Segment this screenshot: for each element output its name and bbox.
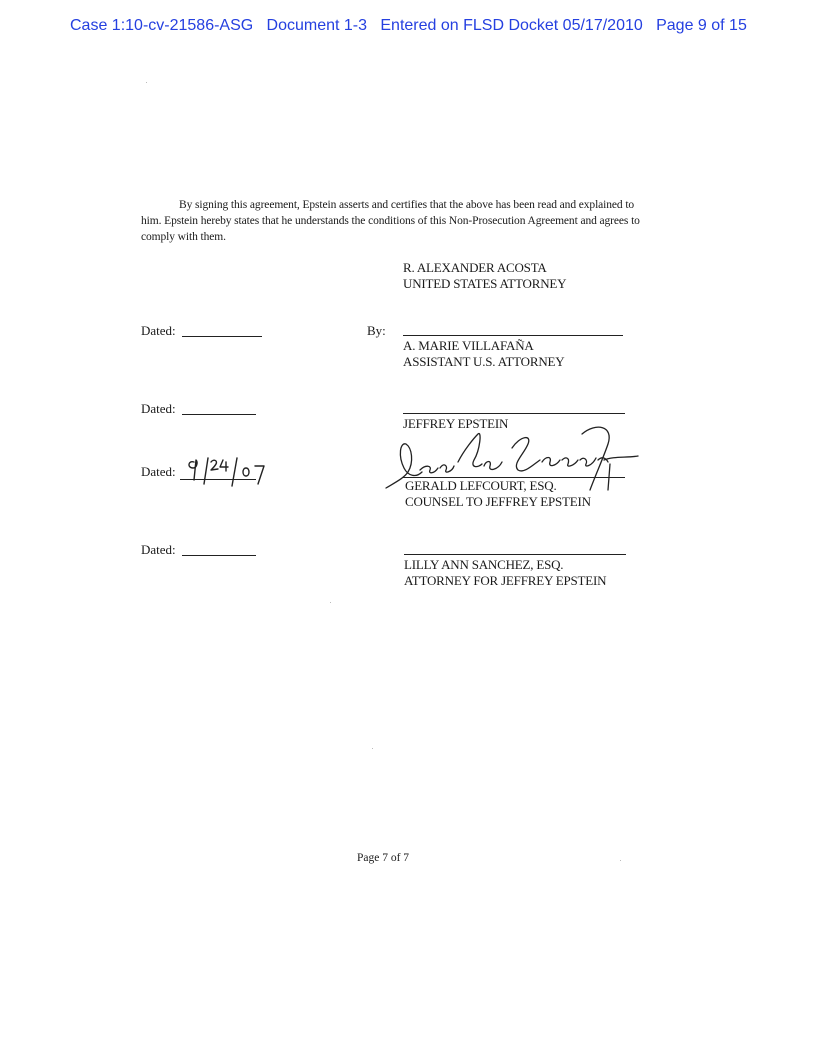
signer-title-1: ASSISTANT U.S. ATTORNEY <box>403 354 565 369</box>
date-line-2 <box>182 414 256 415</box>
by-label: By: <box>367 323 386 338</box>
dated-label-4: Dated: <box>141 542 176 557</box>
signer-title-3: COUNSEL TO JEFFREY EPSTEIN <box>405 494 591 509</box>
signature-line-4 <box>404 554 626 555</box>
us-attorney-title: UNITED STATES ATTORNEY <box>403 276 567 291</box>
signer-title-4: ATTORNEY FOR JEFFREY EPSTEIN <box>404 573 607 588</box>
signer-name-1: A. MARIE VILLAFAÑA <box>403 338 534 353</box>
us-attorney-name: R. ALEXANDER ACOSTA <box>403 260 547 275</box>
certification-paragraph: By signing this agreement, Epstein asserts and certifies that the above has been read and explained to him. Epstein hereby states that he understands the conditions of this Non-Prosecution Agreement and agrees to comply with them. <box>141 199 640 243</box>
signature-line-2 <box>403 413 625 414</box>
signer-name-3: GERALD LEFCOURT, ESQ. <box>405 478 557 493</box>
date-line-1 <box>182 336 262 337</box>
signer-name-4: LILLY ANN SANCHEZ, ESQ. <box>404 557 564 572</box>
signer-name-2: JEFFREY EPSTEIN <box>403 416 509 431</box>
scan-speck <box>330 602 331 603</box>
scan-speck <box>146 82 147 83</box>
dated-label-1: Dated: <box>141 323 176 338</box>
dated-label-2: Dated: <box>141 401 176 416</box>
scan-speck <box>620 860 621 861</box>
docket-header: Case 1:10-cv-21586-ASG Document 1-3 Entered on FLSD Docket 05/17/2010 Page 9 of 15 <box>70 17 747 34</box>
dated-label-3: Dated: <box>141 464 176 479</box>
signature-line-1 <box>403 335 623 336</box>
date-line-4 <box>182 555 256 556</box>
handwritten-date-image <box>184 454 274 490</box>
page-number: Page 7 of 7 <box>357 852 410 864</box>
scan-speck <box>372 748 373 749</box>
